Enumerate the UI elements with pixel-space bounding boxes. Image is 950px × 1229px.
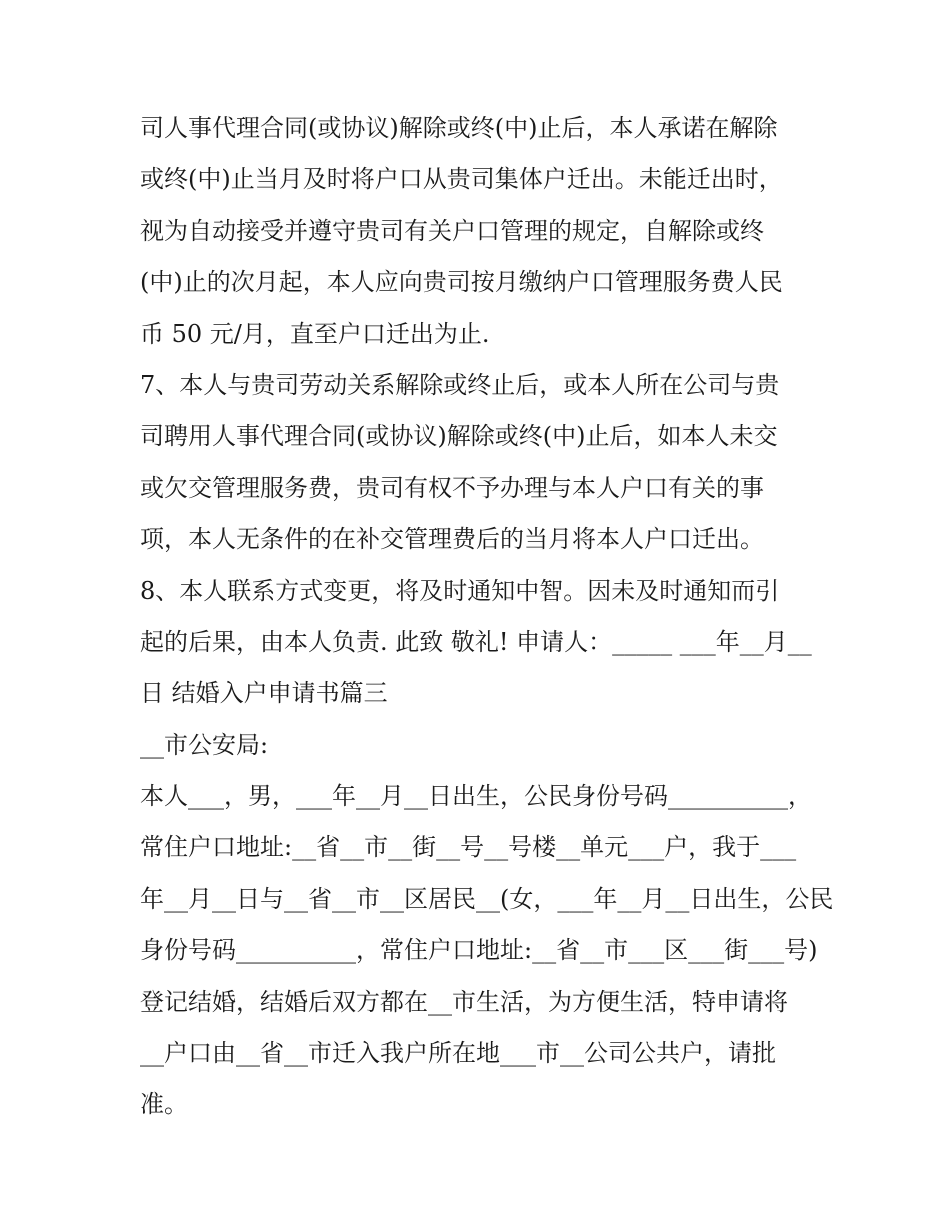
text-line: 或欠交管理服务费，贵司有权不予办理与本人户口有关的事 (140, 473, 764, 502)
text-line: (中)止的次月起，本人应向贵司按月缴纳户口管理服务费人民 (140, 268, 783, 297)
text-line: 本人___，男，___年__月__日出生，公民身份号码__________， (140, 782, 812, 811)
text-line: 视为自动接受并遵守贵司有关户口管理的规定，自解除或终 (140, 216, 764, 245)
text-line: 司人事代理合同(或协议)解除或终(中)止后，本人承诺在解除 (140, 114, 778, 142)
text-line: __户口由__省__市迁入我户所在地___市__公司公共户，请批 (140, 1039, 776, 1068)
item-8-line: 8、本人联系方式变更，将及时通知中智。因未及时通知而引 (140, 576, 780, 605)
text-line: 司聘用人事代理合同(或协议)解除或终(中)止后，如本人未交 (140, 422, 778, 451)
section-title-line: 日 结婚入户申请书篇三 (140, 679, 388, 708)
text-line: 项，本人无条件的在补交管理费后的当月将本人户口迁出。 (140, 525, 764, 554)
item-7-line: 7、本人与贵司劳动关系解除或终止后，或本人所在公司与贵 (140, 370, 780, 399)
text-line: 年__月__日与__省__市__区居民__(女，___年__月__日出生，公民 (140, 884, 834, 913)
addressee-line: __市公安局: (140, 730, 269, 759)
text-line: 币 50 元/月，直至户口迁出为止. (140, 319, 490, 348)
document-body (140, 103, 834, 1131)
text-line: 或终(中)止当月及时将户口从贵司集体户迁出。未能迁出时， (140, 165, 783, 194)
text-line: 常住户口地址:__省__市__街__号__号楼__单元___户，我于___ (140, 833, 797, 862)
text-line: 登记结婚，结婚后双方都在__市生活，为方便生活，特申请将 (140, 987, 788, 1016)
signature-line: 起的后果，由本人负责. 此致 敬礼! 申请人：_____ ___年__月__ (140, 627, 812, 656)
text-line: 身份号码__________，常住户口地址:__省__市___区___街___号) (140, 936, 818, 965)
text-line: 准。 (140, 1090, 188, 1119)
